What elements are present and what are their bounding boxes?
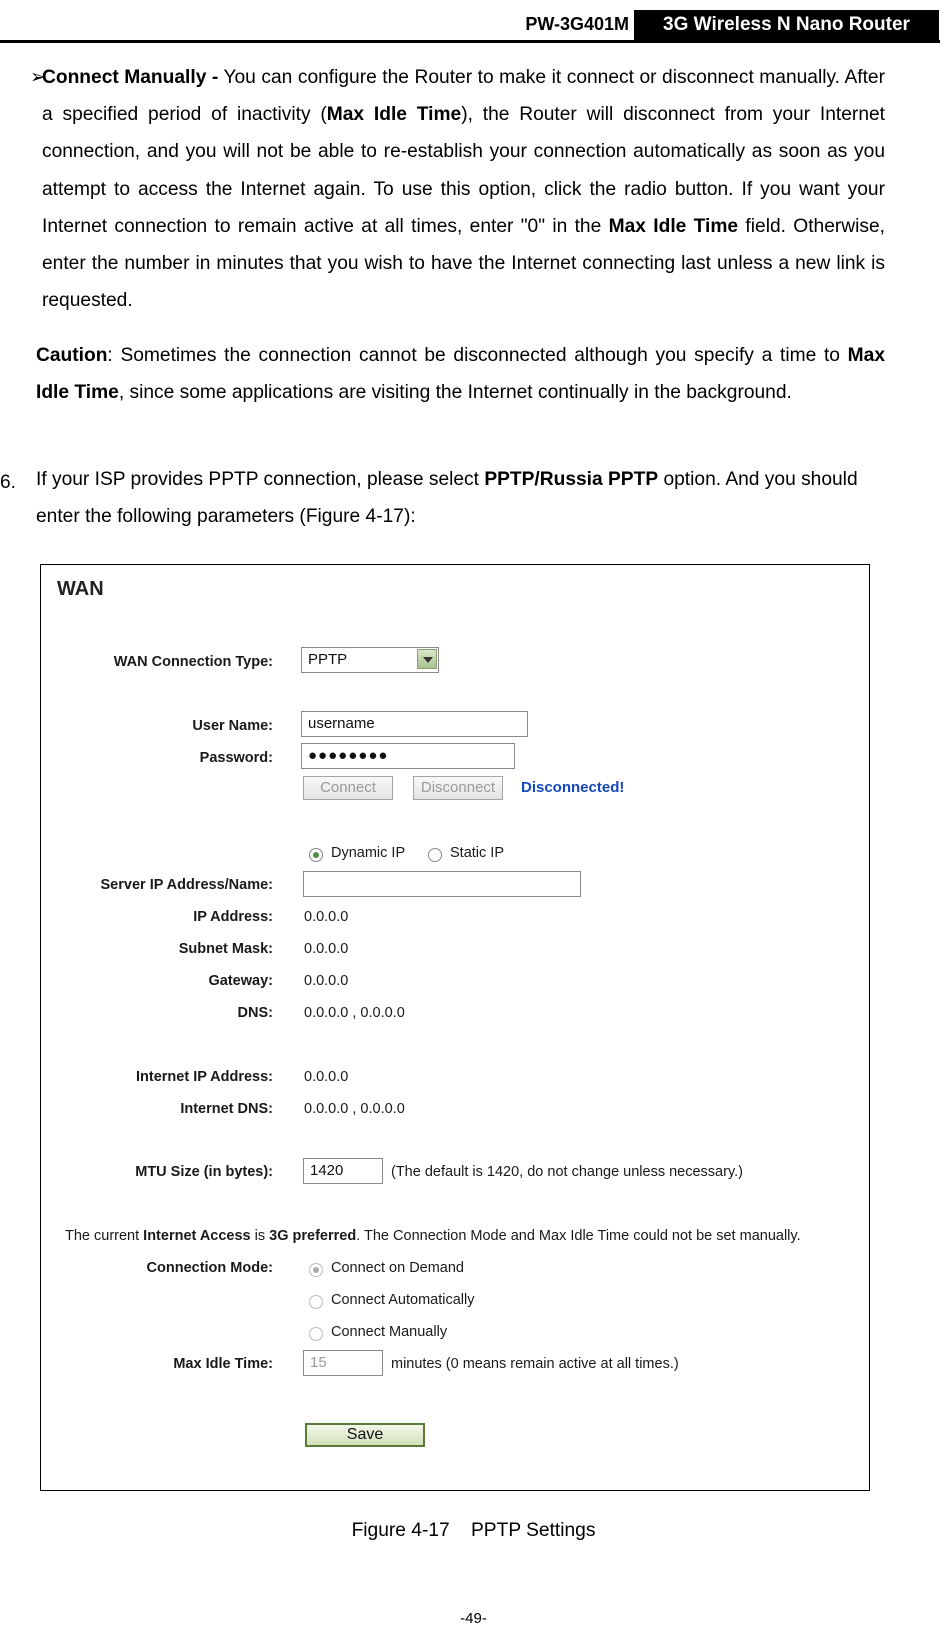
internet-dns-label: Internet DNS: <box>180 1101 273 1117</box>
ip-address-label: IP Address: <box>193 909 273 925</box>
server-ip-input[interactable] <box>303 871 581 897</box>
caution-label: Caution <box>36 345 108 366</box>
static-ip-label: Static IP <box>450 845 504 861</box>
header-rule <box>0 40 940 43</box>
password-input[interactable]: ●●●●●●●● <box>301 743 515 769</box>
page-header <box>0 0 947 40</box>
disconnect-button[interactable]: Disconnect <box>413 776 503 800</box>
connect-manually-radio[interactable] <box>309 1327 323 1341</box>
max-idle-time-input[interactable]: 15 <box>303 1350 383 1376</box>
max-idle-time-note: minutes (0 means remain active at all times.) <box>391 1356 679 1372</box>
caution-paragraph: Caution: Sometimes the connection cannot be disconnected although you specify a time to Max Idle Time, since some applications are visiting the Internet continually in the background. <box>36 345 885 404</box>
connect-manually-title: Connect Manually - <box>42 67 219 88</box>
dynamic-ip-radio[interactable] <box>309 848 323 862</box>
connect-automatically-label: Connect Automatically <box>331 1292 475 1308</box>
gateway-label: Gateway: <box>208 973 273 989</box>
product-name: 3G Wireless N Nano Router <box>634 10 939 40</box>
figure-caption: Figure 4-17 PPTP Settings <box>351 1520 596 1541</box>
wan-type-label: WAN Connection Type: <box>113 654 273 670</box>
connection-mode-label: Connection Mode: <box>146 1260 273 1276</box>
save-button[interactable]: Save <box>305 1423 425 1447</box>
static-ip-radio[interactable] <box>428 848 442 862</box>
connect-manually-paragraph: Connect Manually - You can configure the Router to make it connect or disconnect manually. After a specified period of inactivity (Max Idle Time), the Router will disconnect from your Internet connection, and you will not be able to re-establish your connection automatically as soon as you attempt to access the Internet again. To use this option, click the radio button. If you want your Internet connection to remain active at all times, enter "0" in the Max Idle Time field. Otherwise, enter the number in minutes that you wish to have the Internet connecting last unless a new link is requested. <box>42 67 885 312</box>
internet-access-notice: The current Internet Access is 3G preferred. The Connection Mode and Max Idle Time could not be set manually. <box>65 1228 801 1244</box>
server-ip-label: Server IP Address/Name: <box>100 877 273 893</box>
connect-on-demand-radio[interactable] <box>309 1263 323 1277</box>
connection-status: Disconnected! <box>521 779 625 796</box>
pptp-settings-figure <box>40 564 870 1491</box>
wan-type-select[interactable]: PPTP <box>301 647 439 673</box>
model-name: PW-3G401M <box>525 14 629 34</box>
mtu-input[interactable]: 1420 <box>303 1158 383 1184</box>
mtu-note: (The default is 1420, do not change unless necessary.) <box>391 1164 743 1180</box>
bullet-icon: ➢ <box>30 67 46 88</box>
connect-on-demand-label: Connect on Demand <box>331 1260 464 1276</box>
max-idle-time-label: Max Idle Time: <box>173 1356 273 1372</box>
user-name-input[interactable]: username <box>301 711 528 737</box>
wan-title: WAN <box>57 578 104 600</box>
mtu-label: MTU Size (in bytes): <box>135 1164 273 1180</box>
item-number: 6. <box>0 472 17 493</box>
gateway-value: 0.0.0.0 <box>304 973 349 989</box>
user-name-label: User Name: <box>192 718 273 734</box>
chevron-down-icon[interactable] <box>417 649 437 669</box>
connect-button[interactable]: Connect <box>303 776 393 800</box>
internet-ip-value: 0.0.0.0 <box>304 1069 349 1085</box>
ip-address-value: 0.0.0.0 <box>304 909 349 925</box>
dns-label: DNS: <box>237 1005 273 1021</box>
page-number: -49- <box>460 1610 487 1627</box>
connect-automatically-radio[interactable] <box>309 1295 323 1309</box>
internet-dns-value: 0.0.0.0 , 0.0.0.0 <box>304 1101 405 1117</box>
password-label: Password: <box>199 750 273 766</box>
item-6-paragraph: If your ISP provides PPTP connection, please select PPTP/Russia PPTP option. And you should enter the following parameters (Figure 4-17): <box>36 469 858 528</box>
connect-manually-label: Connect Manually <box>331 1324 448 1340</box>
dns-value: 0.0.0.0 , 0.0.0.0 <box>304 1005 405 1021</box>
internet-ip-label: Internet IP Address: <box>136 1069 273 1085</box>
dynamic-ip-label: Dynamic IP <box>331 845 406 861</box>
subnet-mask-label: Subnet Mask: <box>178 941 273 957</box>
subnet-mask-value: 0.0.0.0 <box>304 941 349 957</box>
